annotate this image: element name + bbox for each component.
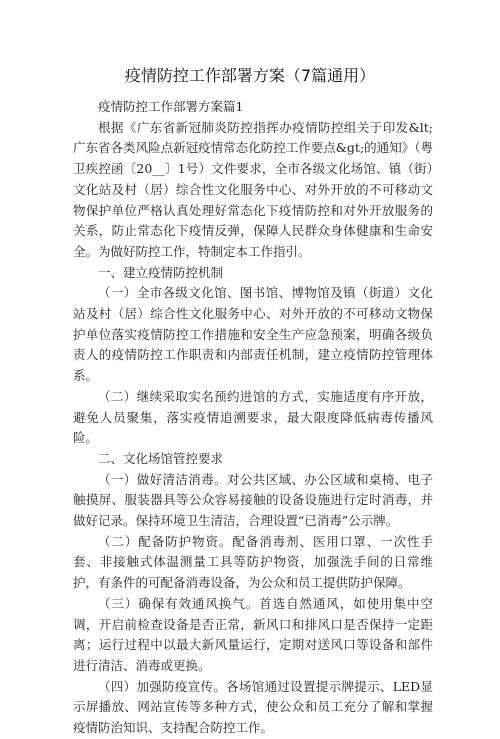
body-paragraph: （二）继续采取实名预约进馆的方式，实施适度有序开放，避免人员聚集，落实疫情追溯要求，最大限度降低病毒传播风险。 xyxy=(73,388,433,446)
body-paragraph: （二）配备防护物资。配备消毒剂、医用口罩、一次性手套、非接触式体温测量工具等防护物资，加强洗手间的日常维护，有条件的可配备消毒设备，为公众和员工提供防护保障。 xyxy=(73,533,433,591)
section-heading: 二、文化场馆管控要求 xyxy=(98,450,224,466)
body-paragraph: 根据《广东省新冠肺炎防控指挥办疫情防控组关于印发&lt;广东省各类风险点新冠疫情常态化防控工作要点&gt;的通知》（粤卫疾控函〔20__〕1号）文件要求，全市各级文化场馆、镇（街）文化站及村（居）综合性文化服务中心、对外开放的不可移动文物保护单位严格认真处理好常态化下疫情防控和对外开放服务的关系，防止常态化下疫情反弹，保障人民群众身体健康和生命安全。为做好防控工作，特制定本工作指引。 xyxy=(73,119,433,259)
body-paragraph: （一）做好清洁消毒。对公共区域、办公区域和桌椅、电子触摸屏、服装器具等公众容易接触的设备设施进行定时消毒，并做好记录。保持环境卫生清洁，合理设置“已消毒”公示牌。 xyxy=(73,471,433,529)
section-heading: 一、建立疫情防控机制 xyxy=(98,264,224,280)
document-title: 疫情防控工作部署方案（7篇通用） xyxy=(124,66,376,85)
body-paragraph: （一）全市各级文化馆、图书馆、博物馆及镇（街道）文化站及村（居）综合性文化服务中心、对外开放的不可移动文物保护单位落实疫情防控工作措施和安全生产应急预案，明确各级负责人的疫情防控工作职责和内部责任机制，建立疫情防控管理体系。 xyxy=(73,285,433,384)
body-paragraph: （四）加强防疫宣传。各场馆通过设置提示牌提示、LED显示屏播放、网站宣传等多种方式，使公众和员工充分了解和掌握疫情防治知识、支持配合防控工作。 xyxy=(73,678,433,736)
document-body xyxy=(73,97,433,739)
body-paragraph: （三）确保有效通风换气。首选自然通风，如使用集中空调，开启前检查设备是否正常，新风口和排风口是否保持一定距离；运行过程中以最大新风量运行，定期对送风口等设备和部件进行清洁、消毒或更换。 xyxy=(73,595,433,673)
section-heading: 疫情防控工作部署方案篇1 xyxy=(98,99,244,114)
